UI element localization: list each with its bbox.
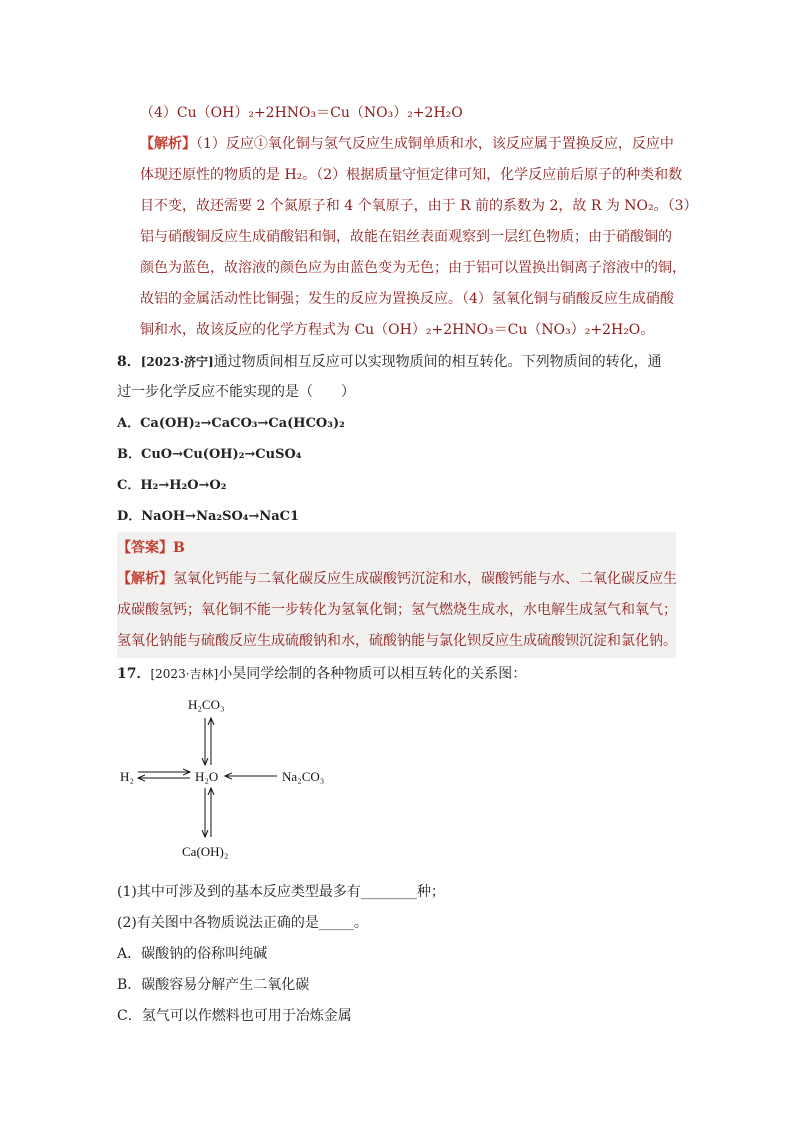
analysis1-line-2: 体现还原性的物质的是 H₂。（2）根据质量守恒定律可知，化学反应前后原子的种类和数 (140, 167, 683, 183)
q8-source: [2023·济宁] (140, 355, 214, 369)
conversion-diagram-svg (112, 692, 352, 867)
q8-option-c: C．H₂→H₂O→O₂ (117, 478, 227, 493)
part4-equation: （4）Cu（OH）₂+2HNO₃＝Cu（NO₃）₂+2H₂O (140, 105, 463, 121)
analysis1-line-4: 铝与硝酸铜反应生成硝酸铝和铜，故能在铝丝表面观察到一层红色物质；由于硝酸铜的 (140, 229, 672, 245)
q17-option-b: B．碳酸容易分解产生二氧化碳 (117, 977, 310, 993)
node-h2co3: H₂CO₃ (188, 697, 225, 712)
q8-analysis-line-1 (117, 569, 677, 589)
analysis-tag: 【解析】 (117, 571, 173, 587)
q17-stem (117, 664, 526, 684)
node-h2: H₂ (120, 769, 134, 784)
q17-subquestion-1: (1)其中可涉及到的基本反应类型最多有________种； (117, 884, 445, 900)
analysis1-line-7: 铜和水，故该反应的化学方程式为 Cu（OH）₂+2HNO₃＝Cu（NO₃）₂+2H₂O。 (140, 322, 655, 338)
q8-answer-value: B (173, 540, 185, 556)
q17-source: [2023·吉林] (150, 667, 219, 681)
q17-option-c: C．氢气可以作燃料也可用于冶炼金属 (117, 1008, 352, 1024)
node-caoh2: Ca(OH)₂ (182, 844, 229, 859)
q8-stem-text-1: 通过物质间相互反应可以实现物质间的相互转化。下列物质间的转化，通 (213, 354, 662, 370)
q8-option-d: D．NaOH→Na₂SO₄→NaC1 (117, 509, 300, 524)
analysis1-line-5: 颜色为蓝色，故溶液的颜色应为由蓝色变为无色；由于铝可以置换出铜离子溶液中的铜， (140, 260, 686, 276)
q8-answer-line (117, 538, 185, 558)
q17-number: 17． (117, 666, 151, 682)
q8-analysis-line-3: 氢氧化钠能与硫酸反应生成硫酸钠和水，硫酸钠能与氯化钡反应生成硫酸钡沉淀和氯化钠。 (117, 633, 677, 649)
q8-analysis-line-2: 成碳酸氢钙；氧化铜不能一步转化为氢氧化铜；氢气燃烧生成水，水电解生成氢气和氧气； (117, 602, 677, 618)
q8-stem-line-1 (117, 352, 662, 372)
q8-option-b: B．CuO→Cu(OH)₂→CuSO₄ (117, 447, 302, 462)
q8-analysis-text-1: 氢氧化钙能与二氧化碳反应生成碳酸钙沉淀和水，碳酸钙能与水、二氧化碳反应生 (173, 571, 677, 587)
node-na2co3: Na₂CO₃ (282, 769, 325, 784)
analysis1-line-3: 目不变，故还需要 2 个氮原子和 4 个氧原子，由于 R 前的系数为 2，故 R 为 NO₂。（3） (140, 198, 698, 214)
q17-option-a: A．碳酸钠的俗称叫纯碱 (117, 946, 268, 962)
analysis1-text-1: （1）反应①氧化铜与氢气反应生成铜单质和水，该反应属于置换反应，反应中 (196, 136, 674, 152)
analysis1-line-1 (140, 134, 674, 154)
analysis-tag: 【解析】 (140, 136, 196, 152)
q17-stem-text: 小昊同学绘制的各种物质可以相互转化的关系图： (218, 666, 527, 682)
node-h2o: H₂O (195, 769, 219, 784)
analysis1-line-6: 故铝的金属活动性比铜强；发生的反应为置换反应。（4）氢氧化铜与硝酸反应生成硝酸 (140, 291, 674, 307)
q8-number: 8． (117, 354, 141, 370)
q17-subquestion-2: (2)有关图中各物质说法正确的是_____。 (117, 915, 368, 931)
q8-option-a: A．Ca(OH)₂→CaCO₃→Ca(HCO₃)₂ (117, 416, 345, 431)
q8-stem-line-2: 过一步化学反应不能实现的是（ ） (117, 384, 355, 400)
answer-tag: 【答案】 (117, 540, 173, 556)
conversion-diagram (112, 692, 352, 867)
